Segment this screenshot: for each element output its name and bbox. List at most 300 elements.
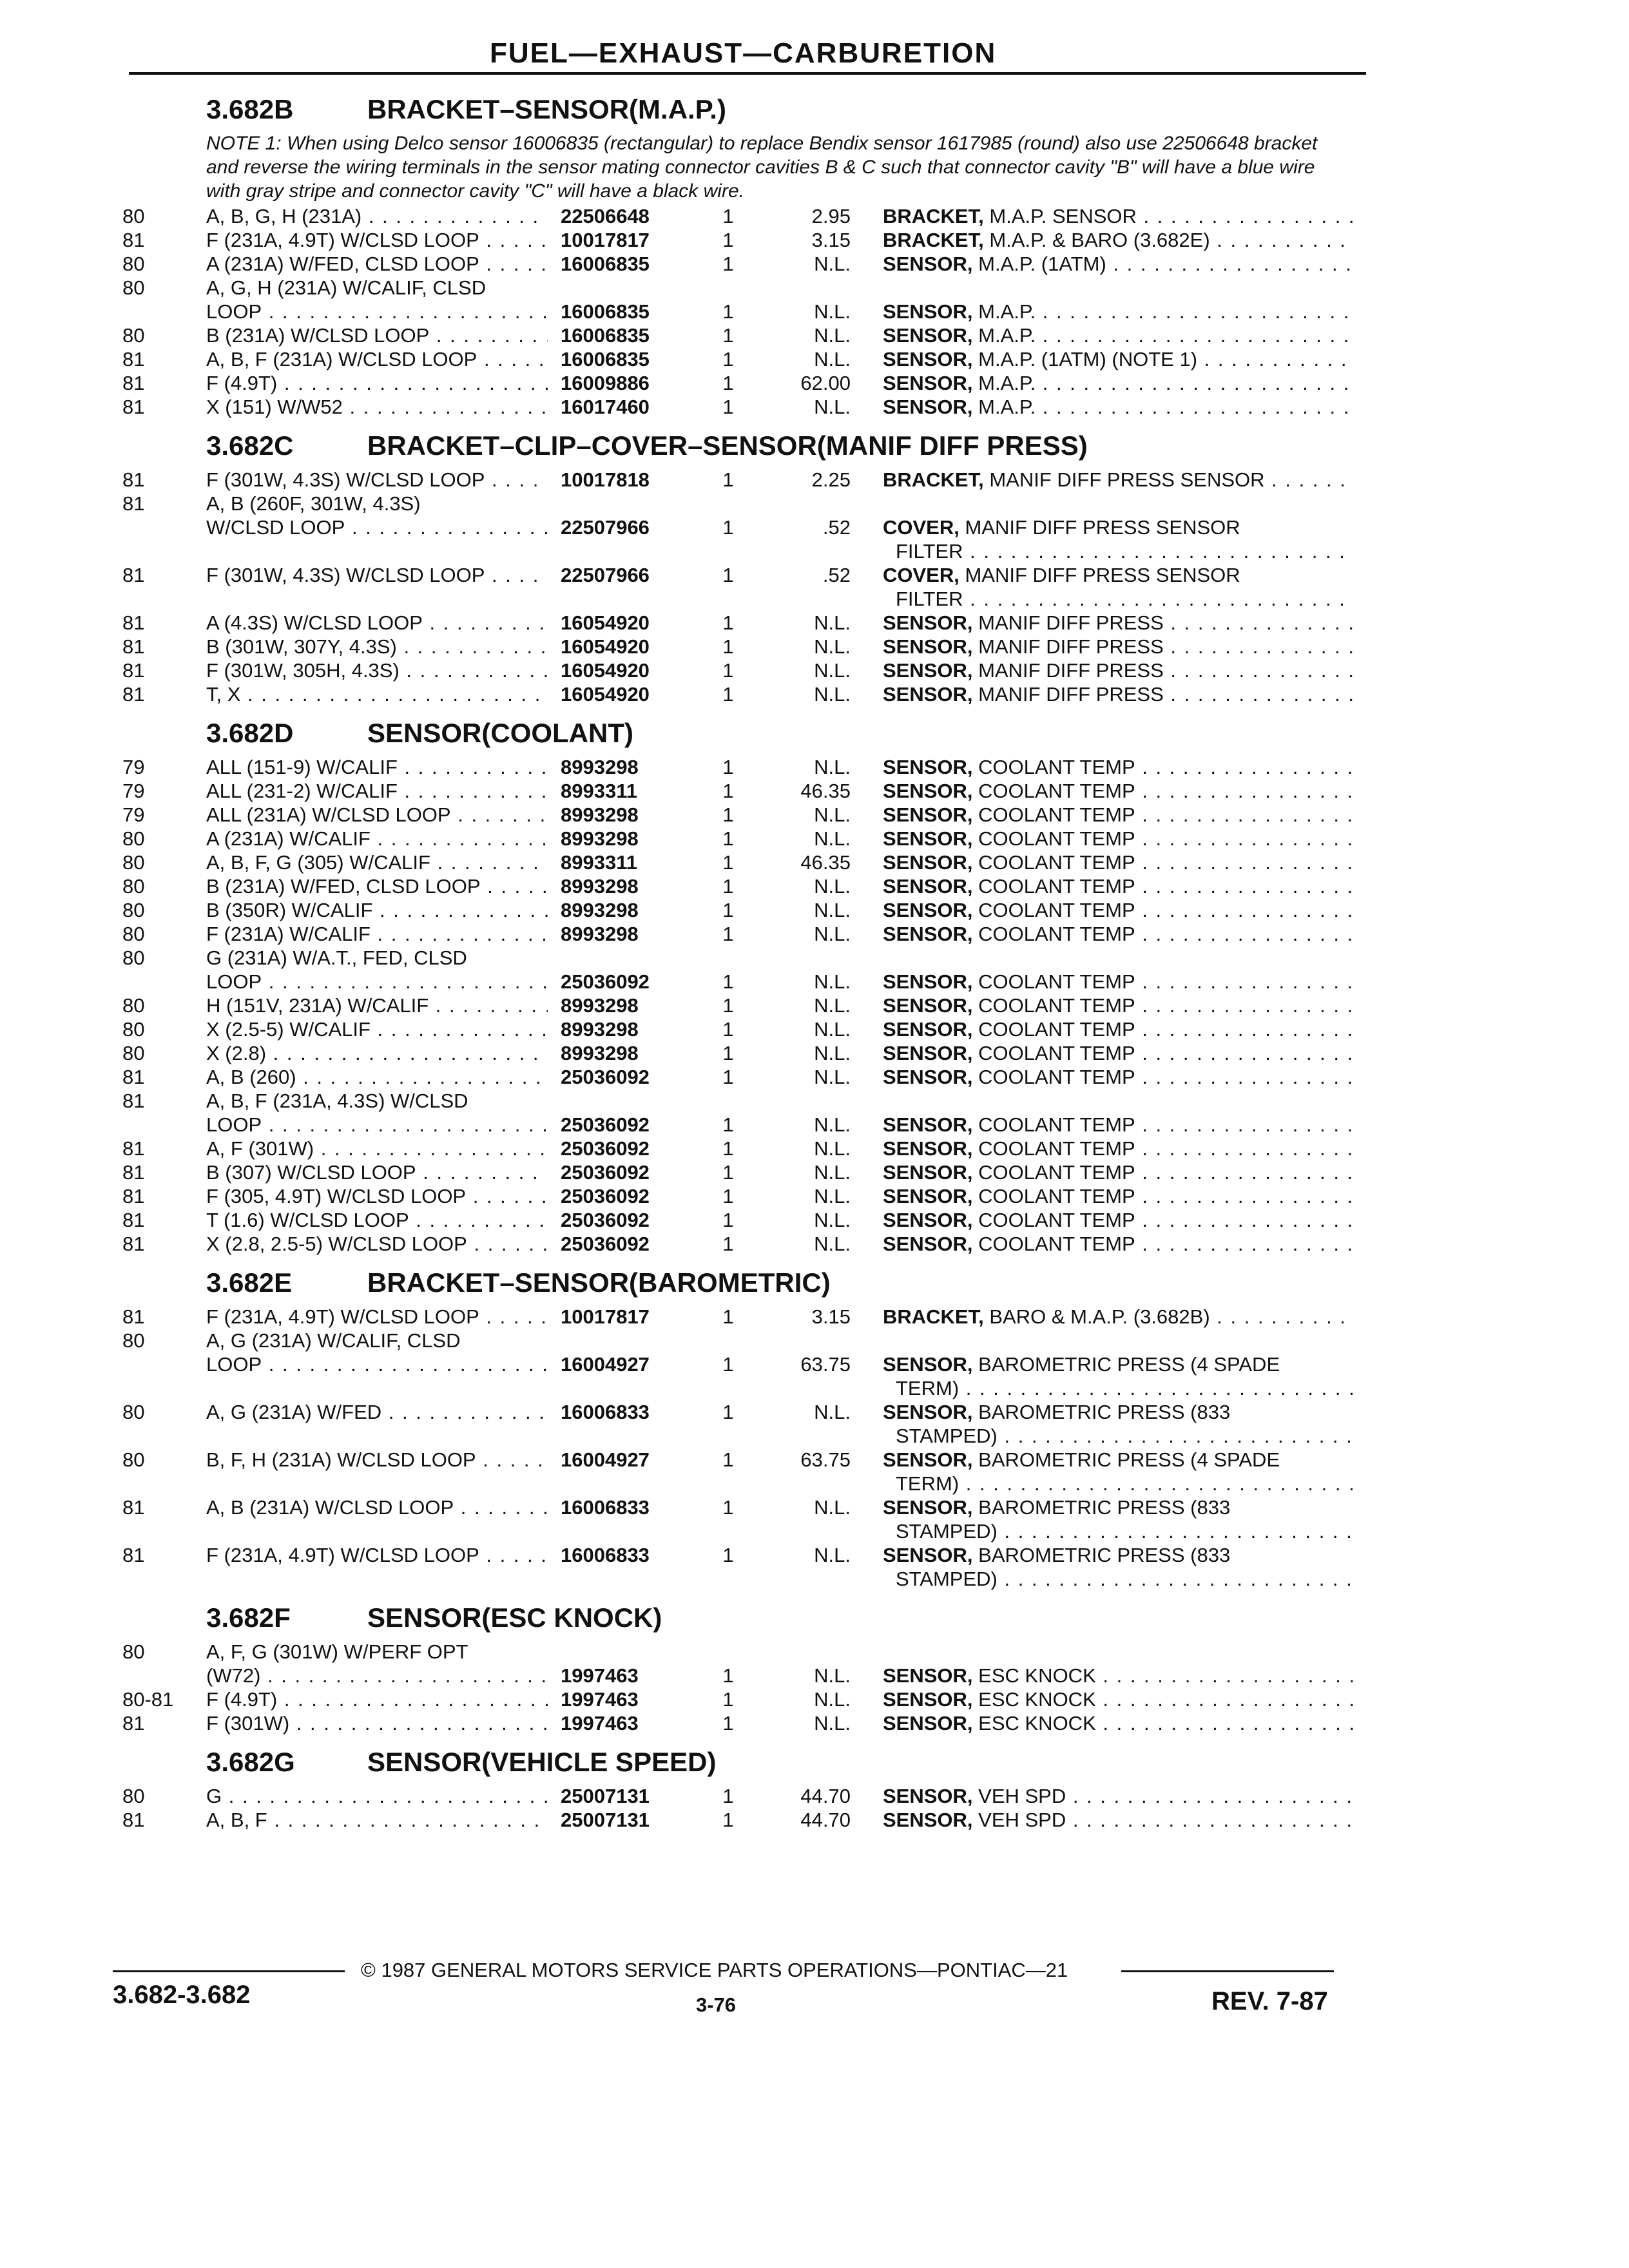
application-text: A (4.3S) W/CLSD LOOP [206, 611, 423, 634]
quantity: 1 [722, 1785, 734, 1807]
application-text: B, F, H (231A) W/CLSD LOOP [206, 1448, 476, 1471]
description-text: COOLANT TEMP [978, 1042, 1135, 1064]
model-year: 80 [122, 947, 145, 969]
model-year: 80 [122, 994, 145, 1017]
leader-dots [479, 1305, 548, 1328]
model-year: 81 [122, 229, 145, 251]
parts-row [116, 635, 1360, 658]
application-line [206, 946, 548, 970]
leader-dots [416, 1161, 548, 1184]
description-title: SENSOR, [883, 1664, 973, 1687]
description [883, 1208, 1353, 1232]
part-number: 22507966 [561, 516, 650, 539]
quantity: 1 [722, 756, 734, 778]
description-text: TERM) [896, 1377, 959, 1399]
description-line [883, 228, 1353, 252]
application [206, 850, 548, 874]
description-line [883, 1160, 1353, 1184]
parts-row [116, 1543, 1360, 1591]
quantity: 1 [722, 1233, 734, 1255]
parts-row [116, 1184, 1360, 1208]
description [883, 1711, 1353, 1735]
application [206, 611, 548, 635]
parts-row [116, 1160, 1360, 1184]
price: 44.70 [800, 1809, 851, 1831]
parts-row [116, 898, 1360, 922]
parts-row [116, 1711, 1360, 1735]
application-line [206, 1711, 548, 1735]
description-line [883, 1784, 1353, 1808]
leader-dots [998, 1425, 1353, 1447]
description [883, 300, 1353, 323]
description-text: VEH SPD [978, 1785, 1066, 1807]
description-line [883, 970, 1353, 994]
leader-dots [398, 756, 548, 778]
description-title: SENSOR, [883, 1018, 973, 1041]
leader-dots [423, 611, 548, 634]
price: .52 [822, 564, 851, 586]
price: N.L. [814, 1496, 851, 1519]
description-text: ESC KNOCK [978, 1712, 1096, 1735]
parts-row [116, 1232, 1360, 1256]
leader-dots [1066, 1785, 1353, 1807]
application-line [206, 755, 548, 779]
leader-dots [262, 1353, 548, 1376]
application-line [206, 1808, 548, 1832]
price: N.L. [814, 1233, 851, 1255]
quantity: 1 [722, 683, 734, 706]
description-line [883, 827, 1353, 850]
description-line [883, 1808, 1353, 1832]
description-title: SENSOR, [883, 899, 973, 921]
application-text: A, G (231A) W/FED [206, 1401, 382, 1423]
part-number: 25036092 [561, 970, 650, 993]
description-line [883, 539, 1353, 563]
description-line [883, 1065, 1353, 1089]
description-title: SENSOR, [883, 1185, 973, 1207]
application-text: A, B, F, G (305) W/CALIF [206, 851, 430, 874]
description-line [883, 1305, 1353, 1329]
description-line [883, 1184, 1353, 1208]
description-line [883, 371, 1353, 395]
part-number: 16054920 [561, 659, 650, 682]
parts-row [116, 946, 1360, 994]
parts-catalog-body [116, 82, 1360, 1832]
quantity: 1 [722, 780, 734, 802]
description-text: TERM) [896, 1472, 959, 1495]
price: N.L. [814, 1209, 851, 1231]
parts-row [116, 682, 1360, 706]
description-text: BAROMETRIC PRESS (833 [978, 1496, 1231, 1519]
section-number: 3.682F [206, 1602, 291, 1633]
part-number: 16006833 [561, 1544, 650, 1566]
description [883, 1305, 1353, 1329]
application [206, 395, 548, 419]
section-number: 3.682D [206, 718, 294, 748]
description [883, 611, 1353, 635]
price: N.L. [814, 756, 851, 778]
model-year: 80 [122, 276, 145, 299]
parts-row [116, 276, 1360, 323]
description-text: MANIF DIFF PRESS SENSOR [965, 516, 1240, 539]
leader-dots [1135, 756, 1353, 778]
leader-dots [998, 1520, 1353, 1542]
part-number: 22506648 [561, 205, 650, 227]
description-text: COOLANT TEMP [978, 851, 1135, 874]
section-title: SENSOR(COOLANT) [367, 718, 633, 748]
description-text: MANIF DIFF PRESS SENSOR [965, 564, 1240, 586]
price: 2.25 [811, 468, 851, 491]
description [883, 658, 1353, 682]
quantity: 1 [722, 1066, 734, 1088]
description-text: M.A.P. [978, 372, 1036, 394]
application-line [206, 1041, 548, 1065]
leader-dots [477, 348, 548, 370]
description-title: SENSOR, [883, 923, 973, 945]
application-line [206, 611, 548, 635]
description-text: STAMPED) [896, 1425, 998, 1447]
model-year: 80 [122, 324, 145, 347]
application-line [206, 994, 548, 1017]
price: N.L. [814, 348, 851, 370]
price: 2.95 [811, 205, 851, 227]
description-title: SENSOR, [883, 1496, 973, 1519]
leader-dots [1135, 970, 1353, 993]
application-text: B (350R) W/CALIF [206, 899, 373, 921]
leader-dots [1135, 827, 1353, 850]
part-number: 10017818 [561, 468, 650, 491]
application-line [206, 468, 548, 492]
application [206, 658, 548, 682]
description-line [883, 1664, 1353, 1687]
footer-rule-right [1121, 1970, 1334, 1972]
description [883, 1543, 1353, 1591]
description-text: M.A.P. [978, 396, 1036, 418]
leader-dots [372, 899, 548, 921]
description [883, 922, 1353, 946]
description-text: ESC KNOCK [978, 1664, 1096, 1687]
leader-dots [1135, 1233, 1353, 1255]
model-year: 80 [122, 205, 145, 227]
description-title: SENSOR, [883, 756, 973, 778]
application [206, 492, 548, 539]
leader-dots [1135, 875, 1353, 898]
description-text: COOLANT TEMP [978, 1018, 1135, 1041]
price: N.L. [814, 396, 851, 418]
leader-dots [1135, 1209, 1353, 1231]
application-text: A, B, F [206, 1809, 267, 1831]
description-title: SENSOR, [883, 1809, 973, 1831]
parts-row [116, 228, 1360, 252]
quantity: 1 [722, 851, 734, 874]
part-number: 16006835 [561, 253, 650, 275]
model-year: 80 [122, 827, 145, 850]
description-line [883, 1567, 1353, 1591]
quantity: 1 [722, 875, 734, 898]
application-line [206, 515, 548, 539]
description-title: SENSOR, [883, 851, 973, 874]
application [206, 347, 548, 371]
leader-dots [1135, 1018, 1353, 1041]
leader-dots [485, 468, 548, 491]
leader-dots [1135, 1161, 1353, 1184]
model-year: 80 [122, 1018, 145, 1041]
parts-row [116, 874, 1360, 898]
description-text: MANIF DIFF PRESS [978, 611, 1164, 634]
description-title: SENSOR, [883, 348, 973, 370]
leader-dots [1096, 1688, 1353, 1711]
model-year: 81 [122, 1496, 145, 1519]
section-number: 3.682B [206, 94, 294, 124]
price: N.L. [814, 1401, 851, 1423]
model-year: 79 [122, 780, 145, 802]
description-line [883, 611, 1353, 635]
description [883, 1352, 1353, 1400]
description [883, 204, 1353, 228]
application-text: A, F (301W) [206, 1137, 314, 1160]
quantity: 1 [722, 1209, 734, 1231]
price: N.L. [814, 1113, 851, 1136]
application-line [206, 1137, 548, 1160]
application-line [206, 1495, 548, 1519]
leader-dots [343, 396, 548, 418]
parts-row [116, 1448, 1360, 1495]
description-line [883, 658, 1353, 682]
application-text: A, G (231A) W/CALIF, CLSD [206, 1329, 461, 1352]
description-text: MANIF DIFF PRESS [978, 659, 1164, 682]
leader-dots [485, 564, 548, 586]
description-title: SENSOR, [883, 1233, 973, 1255]
part-number: 8993298 [561, 899, 639, 921]
parts-row [116, 611, 1360, 635]
application-line [206, 682, 548, 706]
leader-dots [959, 1472, 1353, 1495]
leader-dots [466, 1185, 548, 1207]
application [206, 1495, 548, 1519]
quantity: 1 [722, 611, 734, 634]
part-number: 25036092 [561, 1233, 650, 1255]
model-year: 81 [122, 1209, 145, 1231]
parts-row [116, 803, 1360, 827]
description-text: BAROMETRIC PRESS (4 SPADE [978, 1448, 1280, 1471]
section-title: BRACKET–SENSOR(BAROMETRIC) [367, 1267, 831, 1298]
description-title: SENSOR, [883, 396, 973, 418]
description-line [883, 300, 1353, 323]
application-line [206, 347, 548, 371]
application [206, 1448, 548, 1472]
model-year: 80 [122, 1401, 145, 1423]
leader-dots [262, 300, 548, 323]
application [206, 1808, 548, 1832]
leader-dots [429, 994, 548, 1017]
description-line [883, 1232, 1353, 1256]
description [883, 252, 1353, 276]
application-text: LOOP [206, 1113, 262, 1136]
parts-row [116, 1017, 1360, 1041]
leader-dots [1197, 348, 1353, 370]
leader-dots [1036, 300, 1353, 323]
part-number: 25036092 [561, 1137, 650, 1160]
leader-dots [1135, 1113, 1353, 1136]
application-text: A, B, G, H (231A) [206, 205, 362, 227]
application-text: A, B (231A) W/CLSD LOOP [206, 1496, 454, 1519]
quantity: 1 [722, 1544, 734, 1566]
leader-dots [222, 1785, 548, 1807]
description-text: M.A.P. & BARO (3.682E) [989, 229, 1210, 251]
application-line [206, 1664, 548, 1687]
application [206, 779, 548, 803]
model-year: 81 [122, 1090, 145, 1112]
application-text: F (305, 4.9T) W/CLSD LOOP [206, 1185, 467, 1207]
application [206, 803, 548, 827]
description-text: COOLANT TEMP [978, 923, 1135, 945]
model-year: 81 [122, 1161, 145, 1184]
description [883, 994, 1353, 1017]
quantity: 1 [722, 1161, 734, 1184]
description-title: SENSOR, [883, 1137, 973, 1160]
leader-dots [998, 1568, 1353, 1590]
quantity: 1 [722, 1042, 734, 1064]
description [883, 850, 1353, 874]
application-text: F (4.9T) [206, 372, 278, 394]
quantity: 1 [722, 1401, 734, 1423]
section-heading [116, 90, 1360, 129]
description-title: BRACKET, [883, 205, 984, 227]
model-year: 81 [122, 1712, 145, 1735]
description-line [883, 1400, 1353, 1424]
leader-dots [1135, 1066, 1353, 1088]
part-number: 8993298 [561, 875, 639, 898]
model-year: 81 [122, 611, 145, 634]
description-title: BRACKET, [883, 1305, 984, 1328]
description-title: SENSOR, [883, 1544, 973, 1566]
description-line [883, 755, 1353, 779]
quantity: 1 [722, 468, 734, 491]
footer-rule-left [113, 1970, 345, 1972]
leader-dots [1164, 635, 1353, 658]
description-line [883, 1448, 1353, 1472]
description-text: COOLANT TEMP [978, 803, 1135, 826]
parts-row [116, 1400, 1360, 1448]
description [883, 468, 1353, 492]
leader-dots [481, 875, 548, 898]
application [206, 204, 548, 228]
part-number: 1997463 [561, 1712, 639, 1735]
leader-dots [1135, 1185, 1353, 1207]
description-title: SENSOR, [883, 659, 973, 682]
model-year: 81 [122, 1233, 145, 1255]
quantity: 1 [722, 635, 734, 658]
quantity: 1 [722, 396, 734, 418]
description-line [883, 898, 1353, 922]
application-line [206, 635, 548, 658]
description-text: M.A.P. (1ATM) [978, 253, 1106, 275]
description-text: VEH SPD [978, 1809, 1066, 1831]
application-text: X (2.8, 2.5-5) W/CLSD LOOP [206, 1233, 467, 1255]
application [206, 1232, 548, 1256]
description-text: M.A.P. SENSOR [989, 205, 1137, 227]
application-line [206, 1208, 548, 1232]
description-text: COOLANT TEMP [978, 827, 1135, 850]
application-text: ALL (231A) W/CLSD LOOP [206, 803, 451, 826]
model-year: 81 [122, 492, 145, 515]
description-text: M.A.P. [978, 300, 1036, 323]
quantity: 1 [722, 803, 734, 826]
application [206, 1687, 548, 1711]
application-text: B (231A) W/FED, CLSD LOOP [206, 875, 481, 898]
description-title: SENSOR, [883, 1042, 973, 1064]
price: 46.35 [800, 851, 851, 874]
part-number: 16006835 [561, 324, 650, 347]
application-text: B (231A) W/CLSD LOOP [206, 324, 430, 347]
quantity: 1 [722, 1809, 734, 1831]
application-text: F (301W, 305H, 4.3S) [206, 659, 400, 682]
application-text: F (301W, 4.3S) W/CLSD LOOP [206, 564, 485, 586]
description [883, 803, 1353, 827]
description-title: SENSOR, [883, 970, 973, 993]
description-text: MANIF DIFF PRESS [978, 635, 1164, 658]
application-text: F (301W) [206, 1712, 290, 1735]
leader-dots [277, 372, 548, 394]
application-line [206, 228, 548, 252]
parts-row [116, 779, 1360, 803]
leader-dots [1210, 1305, 1353, 1328]
application-line [206, 1305, 548, 1329]
description-line [883, 1495, 1353, 1519]
footer-page-number: 3-76 [696, 1994, 737, 2016]
application [206, 1089, 548, 1137]
parts-row [116, 850, 1360, 874]
parts-row [116, 827, 1360, 850]
quantity: 1 [722, 1688, 734, 1711]
application-text: A, B, F (231A) W/CLSD LOOP [206, 348, 477, 370]
part-number: 16004927 [561, 1448, 650, 1471]
part-number: 22507966 [561, 564, 650, 586]
description-text: M.A.P. (1ATM) (NOTE 1) [978, 348, 1198, 370]
description [883, 1664, 1353, 1687]
description-line [883, 635, 1353, 658]
application [206, 1400, 548, 1424]
leader-dots [1096, 1664, 1353, 1687]
description [883, 1160, 1353, 1184]
model-year: 81 [122, 659, 145, 682]
application [206, 827, 548, 850]
quantity: 1 [722, 564, 734, 586]
leader-dots [1036, 324, 1353, 347]
model-year: 80 [122, 1042, 145, 1064]
leader-dots [1036, 372, 1353, 394]
model-year: 79 [122, 803, 145, 826]
application-line [206, 1089, 548, 1113]
description-text: BAROMETRIC PRESS (4 SPADE [978, 1353, 1280, 1376]
application-text: F (231A, 4.9T) W/CLSD LOOP [206, 1305, 479, 1328]
description-line [883, 347, 1353, 371]
parts-row [116, 1808, 1360, 1832]
model-year: 81 [122, 1066, 145, 1088]
description-title: SENSOR, [883, 253, 973, 275]
description-text: COOLANT TEMP [978, 1233, 1135, 1255]
part-number: 8993311 [561, 851, 637, 874]
quantity: 1 [722, 1137, 734, 1160]
description-text: COOLANT TEMP [978, 994, 1135, 1017]
price: N.L. [814, 635, 851, 658]
model-year: 81 [122, 1137, 145, 1160]
description-line [883, 1687, 1353, 1711]
description [883, 779, 1353, 803]
application [206, 946, 548, 994]
price: N.L. [814, 1185, 851, 1207]
part-number: 16009886 [561, 372, 650, 394]
